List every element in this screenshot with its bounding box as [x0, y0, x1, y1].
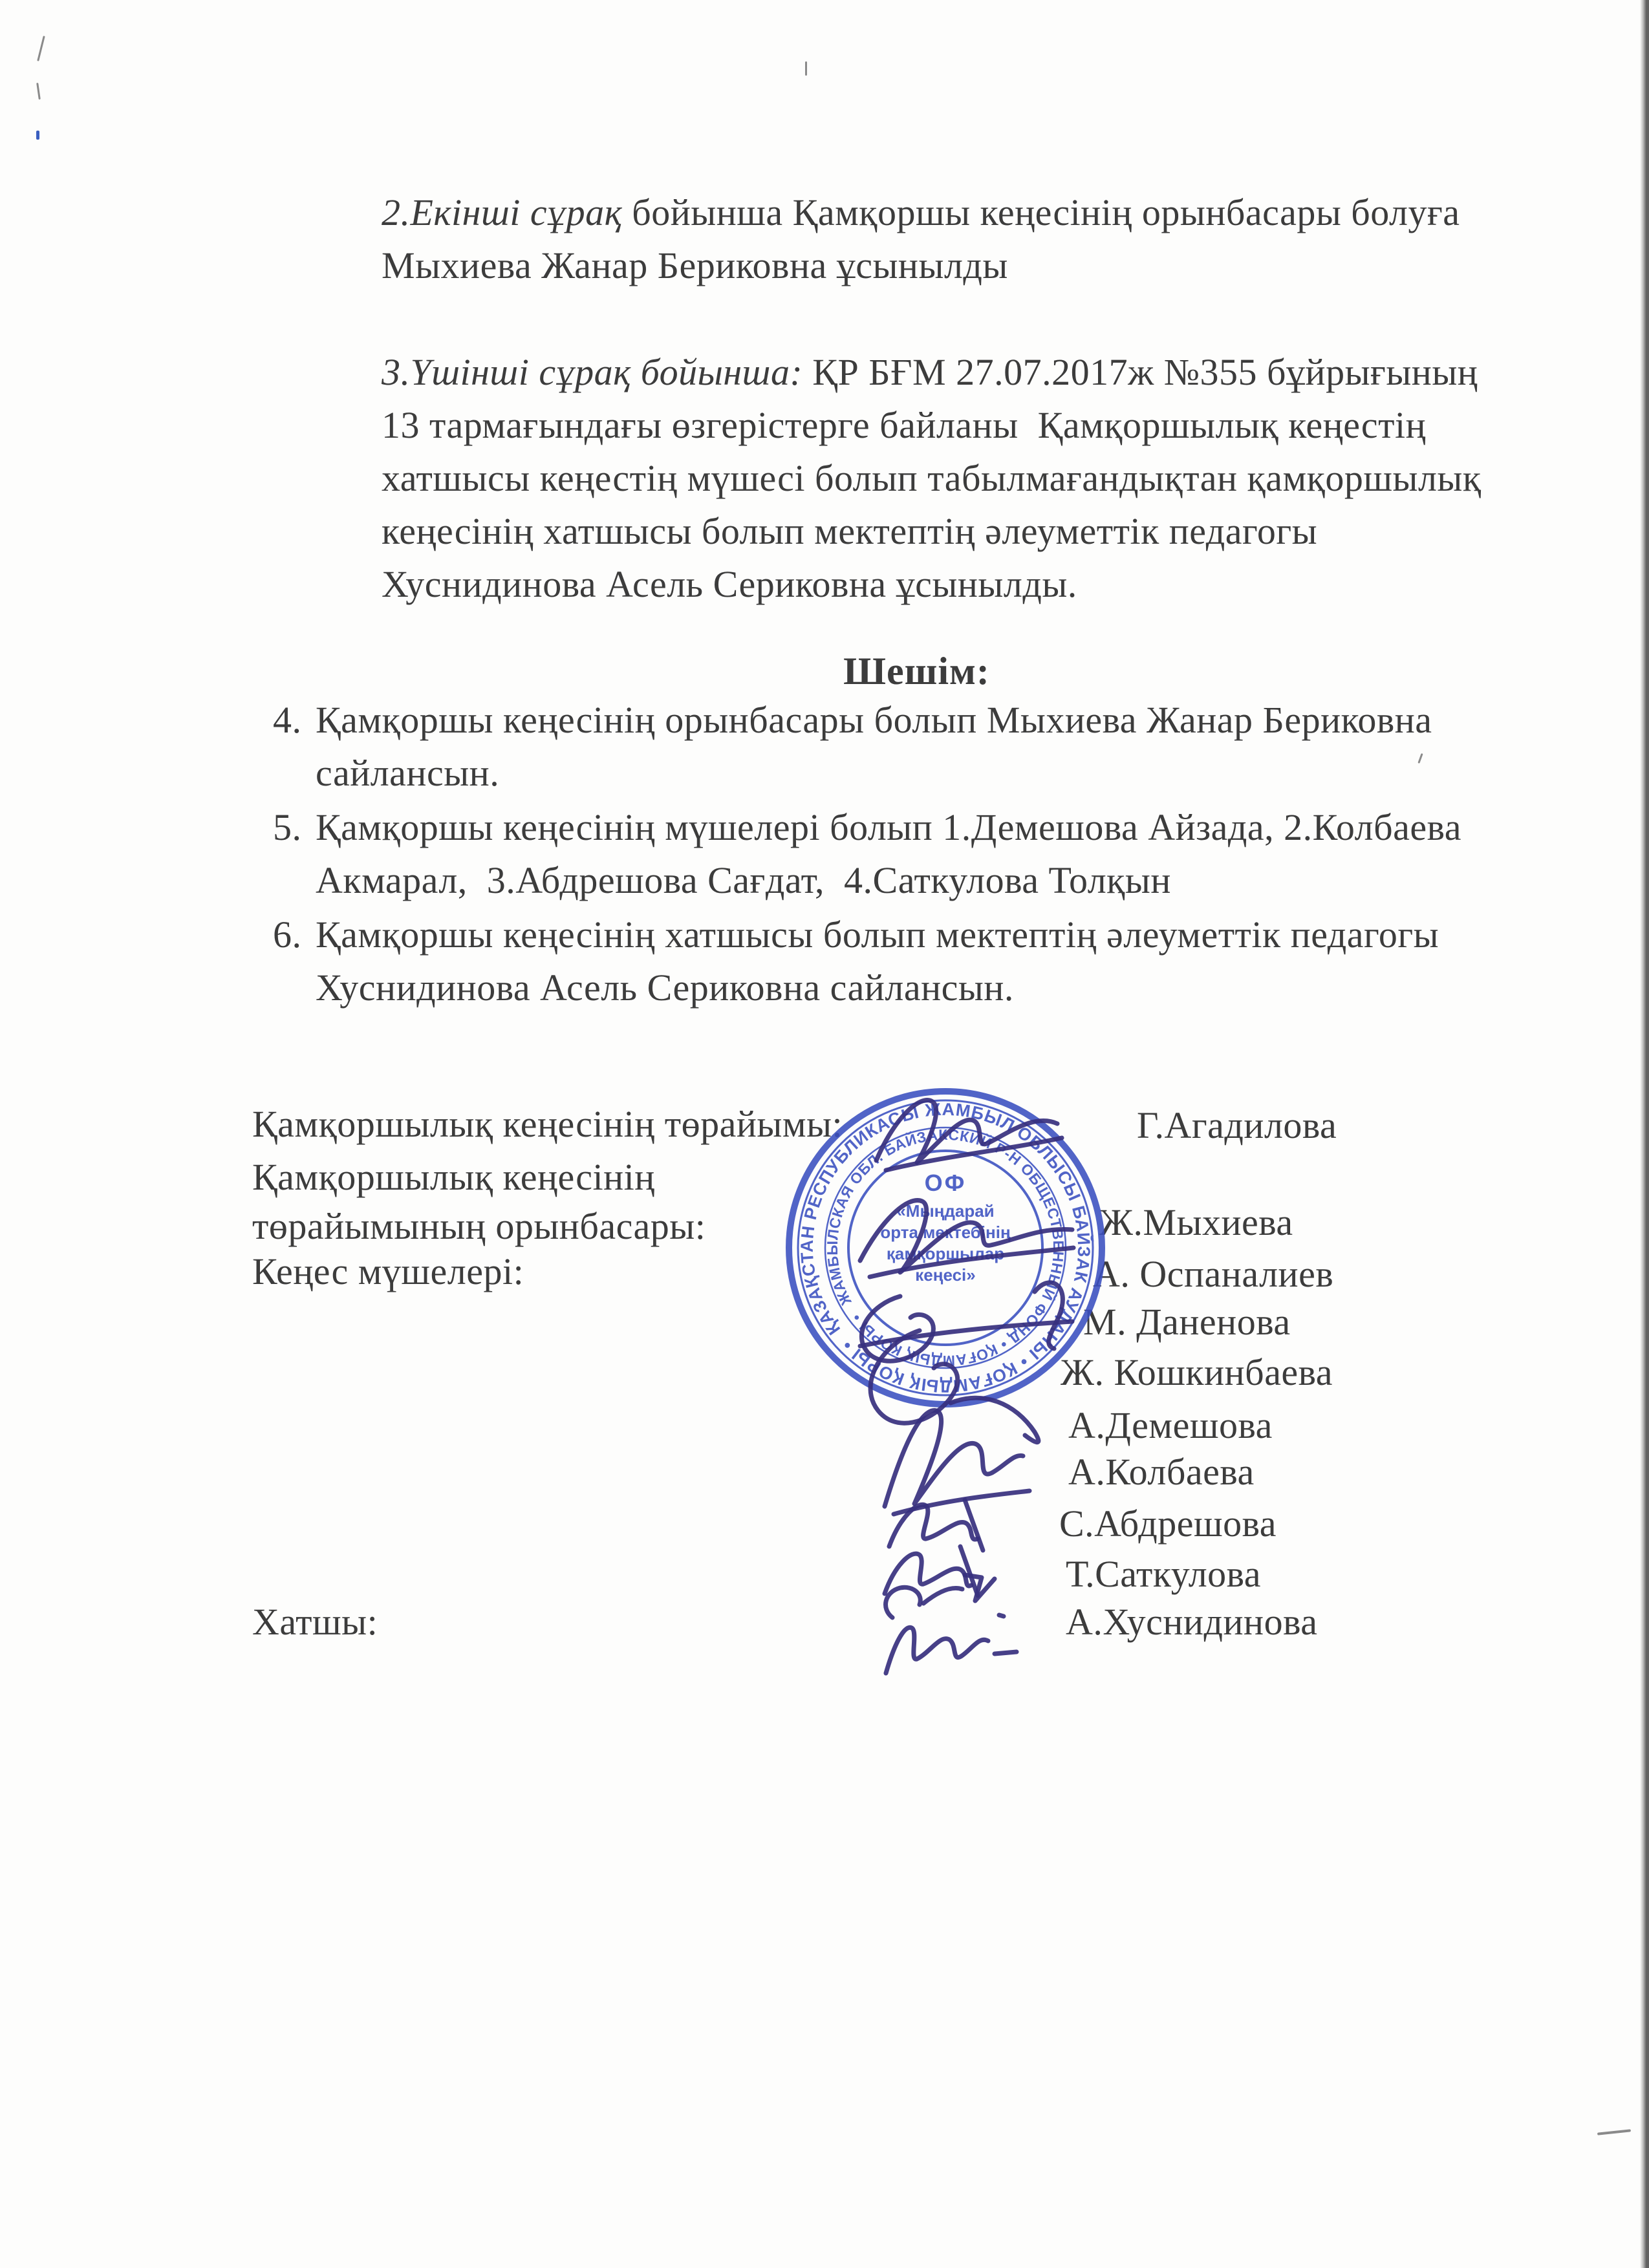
signature-demeshova: [889, 1500, 983, 1550]
decision-item-4-line-1: 4. Қамқоршы кеңесінің орынбасары болып Мыхиева Жанар Бериковна: [273, 699, 1432, 741]
paragraph-3-line-5: Хуснидинова Асель Сериковна ұсынылды.: [382, 563, 1077, 605]
scan-artifact: [37, 36, 45, 61]
stamp-monogram: ОФ: [924, 1170, 967, 1196]
paragraph-2-line-2: Мыхиева Жанар Бериковна ұсынылды: [382, 244, 1008, 286]
stamp-center-line: «Мыңдарай: [896, 1201, 995, 1221]
paragraph-3-line-3: хатшысы кеңестің мүшесі болып табылмағандықтан қамқоршылық: [382, 457, 1482, 499]
signatory-name: А.Колбаева: [1068, 1451, 1255, 1493]
decision-item-5-line-1: 5. Қамқоршы кеңесінің мүшелері болып 1.Демешова Айзада, 2.Колбаева: [273, 806, 1461, 848]
decision-item-4-line-2: сайлансын.: [316, 752, 500, 794]
official-stamp: [737, 1054, 1154, 1456]
decision-item-5-line-2: Акмарал, 3.Абдрешова Сағдат, 4.Саткулова Толқын: [316, 859, 1171, 901]
decision-item-5-number: 5.: [273, 806, 302, 848]
stamp-ring1-text: ҚАЗАҚСТАН РЕСПУБЛИКАСЫ ЖАМБЫЛ ОБЛЫСЫ БАЙЗАК АУДАНЫ • ҚОҒАМДЫҚ ҚОРЫ •: [797, 1099, 1094, 1396]
decision-item-6-line-1: 6. Қамқоршы кеңесінің хатшысы болып мектептің әлеуметтік педагогы: [273, 914, 1439, 956]
paragraph-3-line-1: 3.Үшінші сұрақ бойынша: ҚР БҒМ 27.07.2017ж №355 бұйрығының: [382, 351, 1478, 393]
stamp-and-signatures-overlay: [731, 1054, 1183, 1765]
scan-artifact: [805, 61, 807, 76]
scan-artifact: [1597, 2129, 1631, 2135]
signature-koshkinbayeva: [885, 1411, 1029, 1514]
decision-item-6-number: 6.: [273, 914, 302, 956]
signature-label-chairwoman: Қамқоршылық кеңесінің төрайымы:: [252, 1103, 843, 1145]
paragraph-3-lead: 3.Үшінші сұрақ бойынша:: [382, 351, 803, 393]
signatory-name: М. Даненова: [1083, 1301, 1291, 1343]
signature-label-deputy-line-1: Қамқоршылық кеңесінің: [252, 1156, 655, 1198]
signatory-name: Г.Агадилова: [1137, 1104, 1337, 1146]
signatory-name: С.Абдрешова: [1059, 1503, 1277, 1545]
paragraph-3-line-4: кеңесінің хатшысы болып мектептің әлеуметтік педагогы: [382, 510, 1318, 552]
signatory-name: А.Демешова: [1068, 1404, 1273, 1446]
signatory-name: Ж. Кошкинбаева: [1061, 1351, 1333, 1393]
signature-label-secretary: Хатшы:: [252, 1601, 378, 1643]
stamp-center-line: кеңесі»: [915, 1265, 976, 1285]
stamp-center-line: орта мектебінің: [880, 1223, 1011, 1242]
paragraph-2-lead: 2.Екінші сұрақ: [382, 191, 623, 233]
stamp-ring2-text: ЖАМБЫЛСКАЯ ОБЛ. БАЙЗАКСКИЙ Р-Н ОБЩЕСТВЕННЫЙ ФОНД • ҚОҒАМДЫҚ ҚОРЫ •: [823, 1126, 1068, 1370]
signature-khusnidinova: [886, 1627, 1017, 1673]
scan-artifact: [36, 131, 39, 140]
scan-artifact: [36, 83, 41, 100]
decision-item-6-line-2: Хуснидинова Асель Сериковна сайлансын.: [316, 967, 1014, 1009]
paragraph-2-line-1: 2.Екінші сұрақ бойынша Қамқоршы кеңесінің орынбасары болуға: [382, 191, 1460, 233]
scan-artifact: [1417, 753, 1423, 764]
signatory-name: А. Оспаналиев: [1093, 1253, 1334, 1295]
decision-item-4-number: 4.: [273, 699, 302, 741]
decision-heading: Шешім:: [843, 650, 990, 692]
scan-edge-shadow: [1640, 0, 1649, 2268]
stamp-center-line: қамқоршылар: [886, 1244, 1005, 1263]
signature-abdreshova: [886, 1575, 1004, 1618]
signature-label-deputy-line-2: төрайымының орынбасары:: [252, 1205, 706, 1247]
signatory-name: Ж.Мыхиева: [1099, 1201, 1293, 1243]
paragraph-3-line-2: 13 тармағындағы өзгерістерге байланы Қамқоршылық кеңестің: [382, 404, 1427, 446]
signatory-name: А.Хуснидинова: [1066, 1601, 1318, 1643]
signature-label-members: Кеңес мүшелері:: [252, 1250, 524, 1292]
signatory-name: Т.Саткулова: [1066, 1553, 1262, 1595]
